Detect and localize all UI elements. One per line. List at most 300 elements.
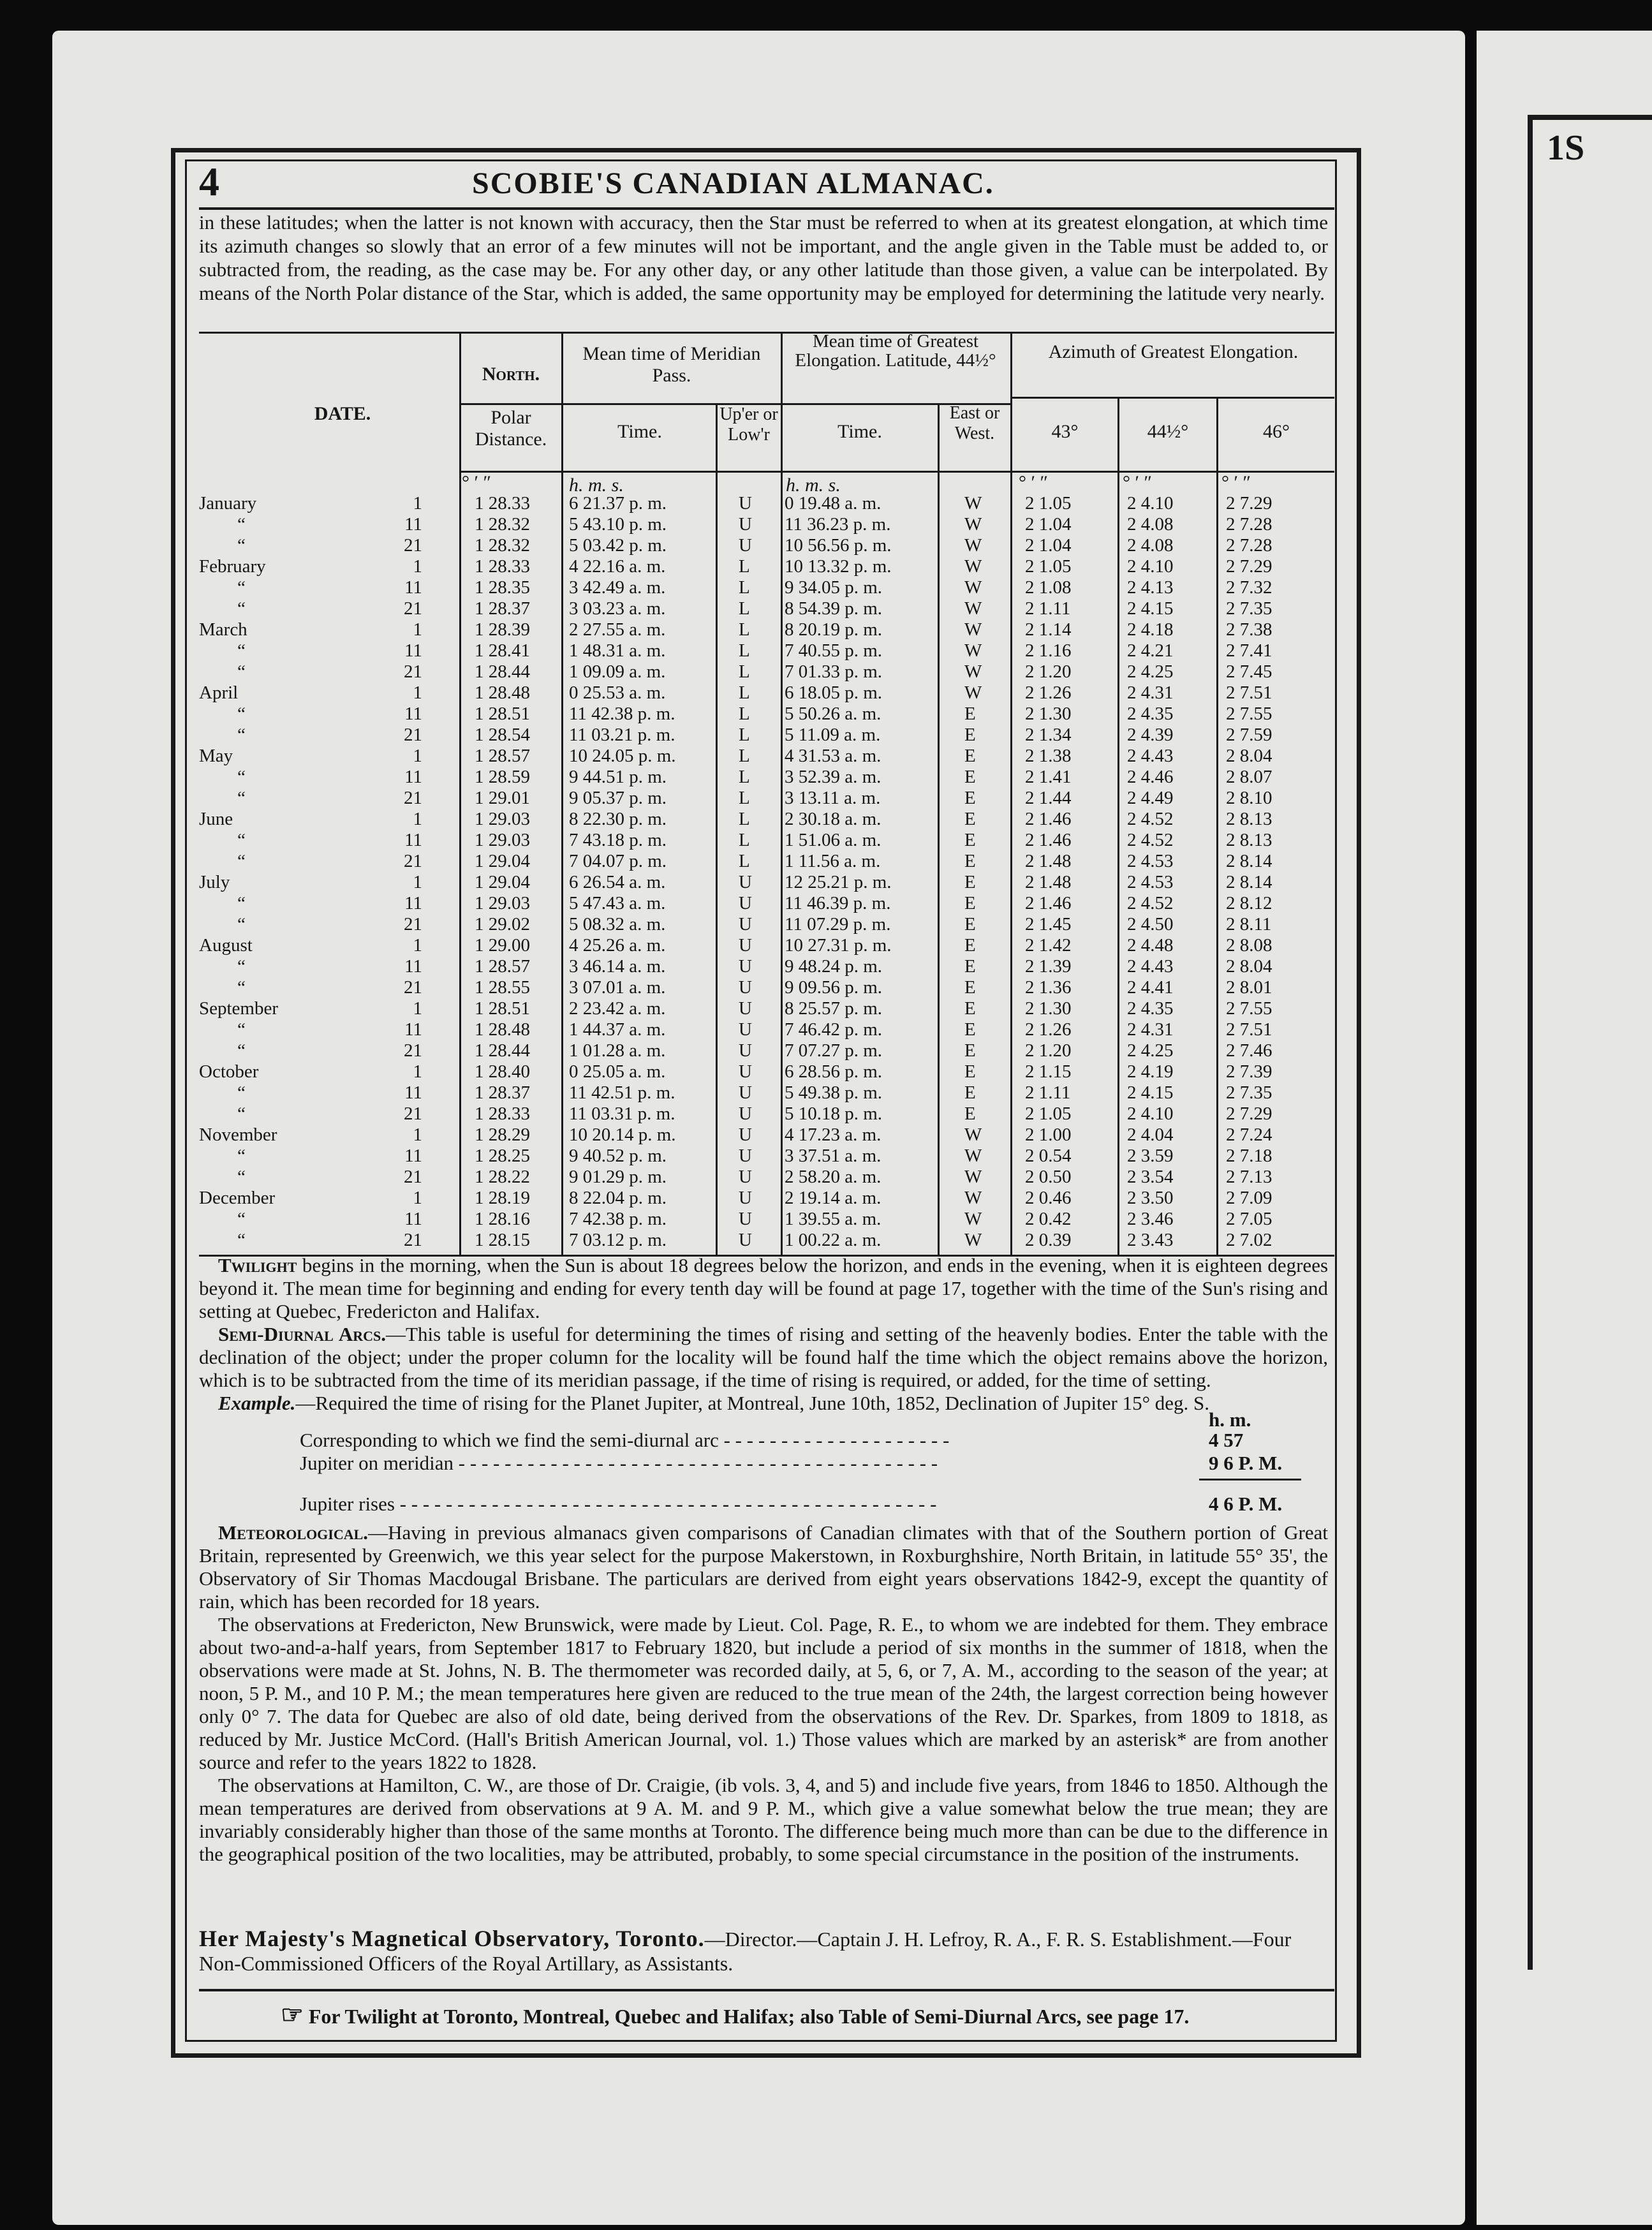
header-meridian-time: Time. <box>617 421 662 442</box>
table-cell-az46: 2 7.35 <box>1226 1082 1272 1103</box>
table-cell-month: December <box>199 1188 276 1208</box>
table-cell-meridian-time: 10 20.14 p. m. <box>569 1125 676 1145</box>
table-cell-east-west: E <box>964 809 976 829</box>
table-cell-az46: 2 7.41 <box>1226 640 1272 661</box>
table-cell-polar: 1 28.55 <box>475 977 530 998</box>
table-cell-day: 11 <box>404 704 422 724</box>
table-cell-east-west: E <box>964 914 976 934</box>
table-cell-upper-lower: U <box>739 535 752 556</box>
table-cell-meridian-time: 10 24.05 p. m. <box>569 746 676 766</box>
table-cell-az46: 2 8.14 <box>1226 872 1272 892</box>
table-cell-upper-lower: U <box>739 956 752 977</box>
meteorological-section <box>199 1521 1328 1866</box>
table-cell-elongation-time: 4 31.53 a. m. <box>785 746 881 766</box>
table-cell-day: 11 <box>404 1019 422 1040</box>
table-cell-az43: 2 1.30 <box>1025 998 1072 1019</box>
table-row <box>199 577 1334 598</box>
table-row <box>199 1040 1334 1061</box>
table-cell-day: 11 <box>404 956 422 977</box>
table-cell-day: 21 <box>404 977 422 998</box>
table-cell-polar: 1 28.22 <box>475 1167 530 1187</box>
table-cell-az46: 2 7.51 <box>1226 683 1272 703</box>
table-cell-day: 1 <box>413 556 422 577</box>
table-cell-day: 1 <box>413 493 422 513</box>
table-cell-upper-lower: U <box>739 1125 752 1145</box>
table-cell-east-west: E <box>964 1061 976 1082</box>
table-cell-polar: 1 28.57 <box>475 956 530 977</box>
table-cell-polar: 1 28.19 <box>475 1188 530 1208</box>
table-cell-az46: 2 7.46 <box>1226 1040 1272 1061</box>
table-cell-meridian-time: 5 03.42 p. m. <box>569 535 667 556</box>
table-cell-meridian-time: 2 23.42 a. m. <box>569 998 666 1019</box>
table-cell-az43: 2 1.16 <box>1025 640 1072 661</box>
table-cell-east-west: E <box>964 725 976 745</box>
table-cell-upper-lower: U <box>739 1209 752 1229</box>
table-cell-meridian-time: 3 07.01 a. m. <box>569 977 666 998</box>
header-polar-distance: Polar Distance. <box>475 407 547 450</box>
table-cell-upper-lower: L <box>739 788 750 808</box>
table-cell-polar: 1 28.48 <box>475 683 530 703</box>
calc-arc-label: Corresponding to which we find the semi-diurnal arc - - - - - - - - - - - - - - - - - - - - <box>300 1429 950 1451</box>
table-cell-east-west: E <box>964 956 976 977</box>
table-row <box>199 724 1334 746</box>
observatory-director: —Director.—Captain J. H. Lefroy, R. A., F. R. S. <box>704 1928 1107 1951</box>
table-cell-upper-lower: L <box>739 704 750 724</box>
table-row <box>199 934 1334 956</box>
table-cell-elongation-time: 10 56.56 p. m. <box>785 535 892 556</box>
header-east-west: East or West. <box>949 403 1000 443</box>
table-cell-az44: 2 4.18 <box>1127 619 1174 640</box>
table-cell-polar: 1 28.51 <box>475 704 530 724</box>
table-cell-meridian-time: 6 26.54 a. m. <box>569 872 666 892</box>
table-cell-elongation-time: 2 30.18 a. m. <box>785 809 881 829</box>
table-cell-meridian-time: 11 42.51 p. m. <box>569 1082 675 1103</box>
table-cell-day: 11 <box>404 830 422 850</box>
table-cell-az46: 2 8.04 <box>1226 956 1272 977</box>
title-rule <box>199 207 1334 210</box>
table-cell-month: “ <box>237 956 246 977</box>
table-cell-az46: 2 8.07 <box>1226 767 1272 787</box>
calc-unit-label: h. m. <box>1209 1408 1251 1431</box>
table-cell-upper-lower: L <box>739 767 750 787</box>
meteorological-heading: Meteorological. <box>218 1521 369 1544</box>
example-text: —Required the time of rising for the Planet Jupiter, at Montreal, June 10th, 1852, Declination of Jupiter 15° deg. S. <box>295 1392 1209 1414</box>
table-cell-day: 11 <box>404 1146 422 1166</box>
table-cell-month: “ <box>237 725 246 745</box>
table-cell-polar: 1 29.03 <box>475 830 530 850</box>
table-cell-az44: 2 4.15 <box>1127 1082 1174 1103</box>
table-cell-month: “ <box>237 640 246 661</box>
table-cell-east-west: E <box>964 872 976 892</box>
table-cell-day: 1 <box>413 683 422 703</box>
header-azimuth: Azimuth of Greatest Elongation. <box>1048 341 1299 362</box>
table-cell-month: “ <box>237 767 246 787</box>
table-row <box>199 1187 1334 1209</box>
table-cell-east-west: W <box>964 598 982 619</box>
table-cell-elongation-time: 8 25.57 p. m. <box>785 998 883 1019</box>
table-cell-elongation-time: 6 28.56 p. m. <box>785 1061 883 1082</box>
table-cell-month: May <box>199 746 233 766</box>
table-cell-upper-lower: U <box>739 1061 752 1082</box>
table-row <box>199 1019 1334 1040</box>
table-cell-meridian-time: 4 25.26 a. m. <box>569 935 666 956</box>
table-cell-day: 21 <box>404 1167 422 1187</box>
table-cell-az44: 2 4.50 <box>1127 914 1174 934</box>
table-cell-az44: 2 3.59 <box>1127 1146 1174 1166</box>
table-cell-az43: 2 1.46 <box>1025 809 1072 829</box>
table-cell-day: 21 <box>404 1230 422 1250</box>
table-row <box>199 513 1334 535</box>
table-row <box>199 977 1334 998</box>
table-cell-meridian-time: 0 25.53 a. m. <box>569 683 666 703</box>
table-cell-east-west: E <box>964 893 976 913</box>
example-heading: Example. <box>218 1392 296 1414</box>
table-cell-meridian-time: 3 46.14 a. m. <box>569 956 666 977</box>
table-cell-az43: 2 1.05 <box>1025 1104 1072 1124</box>
table-cell-elongation-time: 1 11.56 a. m. <box>785 851 881 871</box>
table-cell-az43: 2 1.14 <box>1025 619 1072 640</box>
table-cell-polar: 1 28.57 <box>475 746 530 766</box>
table-cell-elongation-time: 7 46.42 p. m. <box>785 1019 883 1040</box>
table-cell-polar: 1 28.41 <box>475 640 530 661</box>
footnote <box>281 2000 1365 2029</box>
table-cell-polar: 1 28.16 <box>475 1209 530 1229</box>
table-cell-month: February <box>199 556 266 577</box>
table-cell-az44: 2 4.25 <box>1127 661 1174 682</box>
table-cell-az46: 2 7.32 <box>1226 577 1272 598</box>
table-cell-elongation-time: 2 58.20 a. m. <box>785 1167 881 1187</box>
table-cell-month: July <box>199 872 230 892</box>
table-cell-elongation-time: 9 09.56 p. m. <box>785 977 883 998</box>
table-cell-meridian-time: 6 21.37 p. m. <box>569 493 667 513</box>
table-cell-day: 11 <box>404 514 422 535</box>
table-row <box>199 745 1334 767</box>
table-cell-polar: 1 29.02 <box>475 914 530 934</box>
table-cell-az43: 2 1.26 <box>1025 1019 1072 1040</box>
table-cell-elongation-time: 11 46.39 p. m. <box>785 893 891 913</box>
table-cell-az46: 2 7.28 <box>1226 514 1272 535</box>
table-cell-az43: 2 1.34 <box>1025 725 1072 745</box>
table-cell-month: “ <box>237 598 246 619</box>
table-cell-az44: 2 3.43 <box>1127 1230 1174 1250</box>
table-cell-month: “ <box>237 1146 246 1166</box>
unit-az-43: ° ′ ″ <box>1019 472 1049 493</box>
table-cell-polar: 1 28.32 <box>475 535 530 556</box>
table-cell-az43: 2 1.20 <box>1025 1040 1072 1061</box>
table-cell-az43: 2 0.39 <box>1025 1230 1072 1250</box>
table-cell-polar: 1 28.48 <box>475 1019 530 1040</box>
table-cell-upper-lower: U <box>739 1146 752 1166</box>
table-cell-east-west: E <box>964 935 976 956</box>
table-cell-east-west: W <box>964 1188 982 1208</box>
table-cell-day: 21 <box>404 725 422 745</box>
table-cell-east-west: E <box>964 830 976 850</box>
table-cell-az44: 2 4.35 <box>1127 704 1174 724</box>
table-cell-month: “ <box>237 830 246 850</box>
table-cell-meridian-time: 1 44.37 a. m. <box>569 1019 666 1040</box>
table-cell-az44: 2 4.31 <box>1127 683 1174 703</box>
table-cell-meridian-time: 8 22.30 p. m. <box>569 809 667 829</box>
table-cell-az46: 2 7.02 <box>1226 1230 1272 1250</box>
table-cell-east-west: W <box>964 514 982 535</box>
table-cell-az44: 2 4.10 <box>1127 493 1174 513</box>
table-cell-month: November <box>199 1125 277 1145</box>
table-cell-east-west: E <box>964 1082 976 1103</box>
table-cell-az44: 2 4.52 <box>1127 809 1174 829</box>
table-row <box>199 766 1334 788</box>
table-cell-day: 11 <box>404 767 422 787</box>
table-cell-meridian-time: 1 01.28 a. m. <box>569 1040 666 1061</box>
table-cell-elongation-time: 2 19.14 a. m. <box>785 1188 881 1208</box>
table-cell-month: “ <box>237 1019 246 1040</box>
table-cell-polar: 1 28.32 <box>475 514 530 535</box>
table-cell-az46: 2 8.04 <box>1226 746 1272 766</box>
table-cell-month: “ <box>237 893 246 913</box>
table-cell-polar: 1 28.40 <box>475 1061 530 1082</box>
calc-meridian-value: 9 6 P. M. <box>1209 1452 1283 1474</box>
unit-az-46: ° ′ ″ <box>1221 472 1251 493</box>
table-cell-day: 1 <box>413 809 422 829</box>
table-cell-meridian-time: 4 22.16 a. m. <box>569 556 666 577</box>
table-cell-polar: 1 28.33 <box>475 556 530 577</box>
header-date: DATE. <box>314 403 371 424</box>
table-cell-elongation-time: 10 27.31 p. m. <box>785 935 892 956</box>
table-cell-month: October <box>199 1061 259 1082</box>
intro-paragraph: in these latitudes; when the latter is not known with accuracy, then the Star must be referred to when at its greatest elongation, at which time its azimuth changes so slowly that an error of a few minutes will not be important, and the angle given in the Table must be added to, or subtracted from, the reading, as the case may be. For any other day, or any other latitude than those given, a value can be interpolated. By means of the North Polar distance of the Star, which is added, the same opportunity may be employed for determining the latitude very nearly. <box>199 211 1328 304</box>
table-cell-east-west: W <box>964 577 982 598</box>
table-cell-meridian-time: 7 03.12 p. m. <box>569 1230 667 1250</box>
observatory-name: Her Majesty's Magnetical Observatory, Toronto. <box>199 1926 705 1951</box>
table-row <box>199 703 1334 725</box>
table-cell-east-west: E <box>964 977 976 998</box>
table-cell-month: “ <box>237 788 246 808</box>
table-cell-day: 11 <box>404 893 422 913</box>
table-row <box>199 913 1334 935</box>
table-cell-az46: 2 7.38 <box>1226 619 1272 640</box>
table-row <box>199 892 1334 914</box>
table-cell-az43: 2 1.08 <box>1025 577 1072 598</box>
calc-rises-label: Jupiter rises - - - - - - - - - - - - - - - - - - - - - - - - - - - - - - - - - - - - - - - - - - - - - - - <box>300 1493 937 1515</box>
unit-polar: ° ′ ″ <box>462 472 492 493</box>
table-cell-east-west: E <box>964 746 976 766</box>
table-cell-az43: 2 1.05 <box>1025 493 1072 513</box>
table-cell-az44: 2 4.08 <box>1127 535 1174 556</box>
table-cell-month: “ <box>237 577 246 598</box>
table-row <box>199 850 1334 872</box>
table-cell-meridian-time: 7 43.18 p. m. <box>569 830 667 850</box>
table-cell-month: “ <box>237 914 246 934</box>
table-row <box>199 535 1334 556</box>
table-cell-az46: 2 8.12 <box>1226 893 1272 913</box>
table-cell-az43: 2 1.04 <box>1025 514 1072 535</box>
table-cell-meridian-time: 5 43.10 p. m. <box>569 514 667 535</box>
table-cell-meridian-time: 11 03.21 p. m. <box>569 725 675 745</box>
page-number: 4 <box>199 159 219 204</box>
twilight-text: begins in the morning, when the Sun is about 18 degrees below the horizon, and ends in the evening, when it is eighteen degrees beyond it. The mean time for beginning and ending for every tenth day will be found at page 17, together with the time of the Sun's rising and setting at Quebec, Fredericton and Halifax. <box>199 1254 1329 1322</box>
table-row <box>199 556 1334 577</box>
table-cell-elongation-time: 3 37.51 a. m. <box>785 1146 881 1166</box>
table-cell-day: 11 <box>404 640 422 661</box>
table-cell-upper-lower: L <box>739 746 750 766</box>
table-cell-day: 1 <box>413 998 422 1019</box>
table-cell-az43: 2 1.41 <box>1025 767 1072 787</box>
table-cell-meridian-time: 3 03.23 a. m. <box>569 598 666 619</box>
table-cell-polar: 1 28.37 <box>475 1082 530 1103</box>
notes-section <box>199 1254 1328 1415</box>
table-row <box>199 682 1334 704</box>
table-cell-month: “ <box>237 851 246 871</box>
table-cell-meridian-time: 9 05.37 p. m. <box>569 788 667 808</box>
table-cell-east-west: W <box>964 640 982 661</box>
adjacent-page-frame <box>1528 115 1652 1970</box>
table-cell-upper-lower: U <box>739 872 752 892</box>
table-row <box>199 1082 1334 1104</box>
table-cell-upper-lower: U <box>739 1104 752 1124</box>
table-cell-az44: 2 4.53 <box>1127 851 1174 871</box>
table-cell-east-west: W <box>964 619 982 640</box>
table-cell-az44: 2 4.25 <box>1127 1040 1174 1061</box>
table-cell-az46: 2 7.29 <box>1226 1104 1272 1124</box>
table-cell-east-west: E <box>964 767 976 787</box>
table-cell-elongation-time: 4 17.23 a. m. <box>785 1125 881 1145</box>
table-cell-upper-lower: U <box>739 1040 752 1061</box>
table-cell-az44: 2 4.52 <box>1127 830 1174 850</box>
footnote-text: For Twilight at Toronto, Montreal, Quebec and Halifax; also Table of Semi-Diurnal Arcs, see page 17. <box>308 2005 1190 2028</box>
table-cell-az46: 2 8.11 <box>1226 914 1272 934</box>
table-cell-az46: 2 8.01 <box>1226 977 1272 998</box>
table-cell-az46: 2 7.55 <box>1226 704 1272 724</box>
table-cell-elongation-time: 1 51.06 a. m. <box>785 830 881 850</box>
table-cell-day: 21 <box>404 598 422 619</box>
table-cell-az44: 2 4.43 <box>1127 956 1174 977</box>
table-cell-east-west: W <box>964 1146 982 1166</box>
table-cell-az43: 2 1.30 <box>1025 704 1072 724</box>
table-top-rule <box>199 332 1334 334</box>
header-rule <box>1010 397 1334 399</box>
table-cell-polar: 1 28.51 <box>475 998 530 1019</box>
header-upper-lower: Up'er or Low'r <box>719 404 778 445</box>
semi-diurnal-heading: Semi-Diurnal Arcs. <box>218 1323 387 1345</box>
table-cell-day: 1 <box>413 1061 422 1082</box>
table-cell-az44: 2 4.04 <box>1127 1125 1174 1145</box>
table-cell-day: 21 <box>404 788 422 808</box>
table-cell-az44: 2 4.52 <box>1127 893 1174 913</box>
table-cell-month: “ <box>237 514 246 535</box>
table-cell-elongation-time: 8 20.19 p. m. <box>785 619 883 640</box>
table-cell-meridian-time: 1 48.31 a. m. <box>569 640 666 661</box>
table-cell-upper-lower: U <box>739 1230 752 1250</box>
header-elongation-time: Time. <box>837 421 882 442</box>
table-row <box>199 492 1334 514</box>
table-cell-east-west: E <box>964 998 976 1019</box>
table-cell-month: June <box>199 809 233 829</box>
table-cell-upper-lower: U <box>739 1082 752 1103</box>
table-cell-month: “ <box>237 1209 246 1229</box>
pointing-hand-icon: ☞ <box>281 2000 304 2029</box>
table-row <box>199 1145 1334 1167</box>
table-cell-east-west: E <box>964 1040 976 1061</box>
unit-az-44: ° ′ ″ <box>1123 472 1153 493</box>
table-cell-meridian-time: 11 42.38 p. m. <box>569 704 675 724</box>
table-cell-meridian-time: 5 47.43 a. m. <box>569 893 666 913</box>
header-az-43: 43° <box>1051 421 1079 442</box>
table-cell-az43: 2 1.05 <box>1025 556 1072 577</box>
table-cell-month: September <box>199 998 279 1019</box>
table-cell-az46: 2 7.13 <box>1226 1167 1272 1187</box>
page-title: SCOBIE'S CANADIAN ALMANAC. <box>472 166 994 200</box>
table-cell-day: 21 <box>404 1104 422 1124</box>
table-cell-meridian-time: 9 44.51 p. m. <box>569 767 667 787</box>
calc-arc-value: 4 57 <box>1209 1429 1244 1451</box>
table-cell-az44: 2 4.21 <box>1127 640 1174 661</box>
table-cell-az44: 2 4.41 <box>1127 977 1174 998</box>
table-cell-upper-lower: U <box>739 893 752 913</box>
table-cell-polar: 1 29.00 <box>475 935 530 956</box>
table-cell-az44: 2 4.43 <box>1127 746 1174 766</box>
table-cell-east-west: W <box>964 683 982 703</box>
table-cell-polar: 1 28.35 <box>475 577 530 598</box>
table-cell-day: 11 <box>404 577 422 598</box>
table-cell-upper-lower: U <box>739 1167 752 1187</box>
table-cell-month: “ <box>237 1040 246 1061</box>
meteorological-p3: The observations at Hamilton, C. W., are those of Dr. Craigie, (ib vols. 3, 4, and 5) and include five years, from 1846 to 1850. Although the mean temperatures are derived from observations at 9 A. M. and 9 P. M., which give a value somewhat below the true mean; they are invariably considerably higher than those of the same months at Toronto. The difference being much more than can be due to the difference in the geographical position of the two localities, may be attributed, probably, to some special circumstance in the position of the instruments. <box>199 1774 1328 1865</box>
table-cell-az44: 2 4.48 <box>1127 935 1174 956</box>
table-cell-upper-lower: L <box>739 556 750 577</box>
table-cell-polar: 1 29.04 <box>475 851 530 871</box>
table-cell-elongation-time: 12 25.21 p. m. <box>785 872 892 892</box>
table-cell-day: 1 <box>413 872 422 892</box>
header-az-44: 44½° <box>1147 421 1189 442</box>
table-cell-elongation-time: 9 34.05 p. m. <box>785 577 883 598</box>
table-cell-meridian-time: 3 42.49 a. m. <box>569 577 666 598</box>
table-cell-elongation-time: 9 48.24 p. m. <box>785 956 883 977</box>
table-cell-day: 21 <box>404 851 422 871</box>
table-cell-az44: 2 4.35 <box>1127 998 1174 1019</box>
table-cell-az44: 2 4.13 <box>1127 577 1174 598</box>
table-cell-polar: 1 28.54 <box>475 725 530 745</box>
table-row <box>199 598 1334 619</box>
table-cell-az43: 2 0.50 <box>1025 1167 1072 1187</box>
table-cell-elongation-time: 5 10.18 p. m. <box>785 1104 883 1124</box>
table-cell-month: August <box>199 935 253 956</box>
table-cell-upper-lower: L <box>739 661 750 682</box>
table-row <box>199 1166 1334 1188</box>
table-cell-month: “ <box>237 1104 246 1124</box>
table-cell-az43: 2 1.11 <box>1025 1082 1071 1103</box>
table-cell-month: “ <box>237 977 246 998</box>
table-row <box>199 640 1334 661</box>
calc-rises-value: 4 6 P. M. <box>1209 1493 1283 1515</box>
table-cell-az46: 2 7.18 <box>1226 1146 1272 1166</box>
unit-elongation-time: h. m. s. <box>786 475 841 496</box>
table-cell-day: 1 <box>413 1188 422 1208</box>
table-cell-polar: 1 28.33 <box>475 1104 530 1124</box>
table-row <box>199 956 1334 977</box>
table-cell-upper-lower: L <box>739 683 750 703</box>
table-row <box>199 787 1334 809</box>
adjacent-page-header: 1S <box>1547 128 1585 168</box>
table-cell-day: 1 <box>413 746 422 766</box>
table-cell-az46: 2 7.05 <box>1226 1209 1272 1229</box>
table-cell-meridian-time: 1 09.09 a. m. <box>569 661 666 682</box>
table-cell-elongation-time: 8 54.39 p. m. <box>785 598 883 619</box>
table-cell-polar: 1 29.04 <box>475 872 530 892</box>
unit-meridian-time: h. m. s. <box>569 475 624 496</box>
table-cell-day: 21 <box>404 661 422 682</box>
table-cell-upper-lower: L <box>739 577 750 598</box>
table-cell-elongation-time: 7 40.55 p. m. <box>785 640 883 661</box>
table-cell-az46: 2 7.29 <box>1226 556 1272 577</box>
